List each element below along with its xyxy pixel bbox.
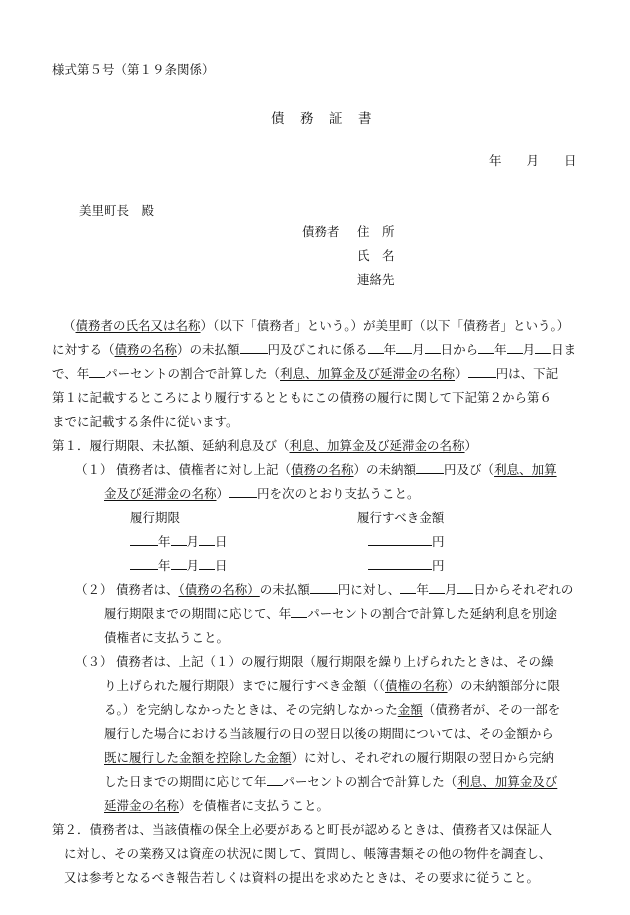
debtor-name-placeholder: 債務者の氏名又は名称 (75, 318, 201, 333)
blank-field[interactable] (416, 461, 444, 474)
item-3-line-4: 履行した場合における当該履行の日の翌日以後の期間については、その金額から (104, 726, 554, 741)
text: 円は、下記 (495, 366, 559, 381)
interest-name-placeholder: 利息、加算金及び (457, 774, 558, 789)
addressee: 美里町長 殿 (79, 203, 155, 218)
blank-field[interactable] (267, 773, 283, 786)
blank-field[interactable] (468, 365, 496, 378)
blank-field[interactable] (291, 605, 307, 618)
text: の未払額 (259, 582, 310, 597)
claim-name-placeholder: 債権の名称 (385, 678, 448, 693)
blank-field[interactable] (507, 341, 523, 354)
item-1-line-1 (116, 460, 557, 478)
item-3-line-7 (104, 796, 329, 814)
text: 債務者は、 (116, 582, 179, 597)
blank-field[interactable] (171, 533, 187, 546)
date-line: 年 月 日 (489, 153, 577, 168)
text: ）の未払額 (177, 342, 240, 357)
text: ） (464, 438, 478, 453)
intro-line-4: 第１に記載するところにより履行するとともにこの債務の履行に関して下記第２から第６ (52, 390, 553, 405)
text: 円に対し、 (337, 582, 401, 597)
interest-name-placeholder: 利息、加算金及び延滞金の名称 (289, 438, 465, 453)
text: パーセントの割合で計算した延納利息を別途 (307, 606, 558, 621)
section-2-line-1: 第２．債務者は、当該債権の保全上必要があると町長が認めるときは、債務者又は保証人 (52, 822, 553, 837)
column-header-deadline: 履行期限 (130, 510, 181, 525)
item-number: （２） (75, 582, 113, 597)
text: ）を債権者に支払うこと。 (179, 798, 330, 813)
item-1-line-2 (104, 484, 420, 502)
text: 年 (494, 342, 507, 357)
text: ） (455, 366, 468, 381)
item-2-line-2 (104, 604, 557, 622)
text: ）の未納額 (353, 462, 417, 477)
text: 日 (215, 534, 228, 549)
interest-name-placeholder: 金及び延滞金の名称 (104, 486, 217, 501)
debt-name-placeholder: 債務の名称 (114, 342, 178, 357)
blank-field[interactable] (400, 581, 416, 594)
text: 年 (383, 342, 397, 357)
interest-name-placeholder: 利息、加算 (494, 462, 557, 477)
text: （ (63, 318, 76, 333)
text: 年 (416, 582, 429, 597)
amount-placeholder: 既に履行した金額を控除した金額 (104, 750, 292, 765)
section-1-heading (52, 436, 477, 454)
blank-field[interactable] (199, 533, 215, 546)
intro-line-5: までに記載する条件に従います。 (52, 414, 239, 429)
blank-field[interactable] (229, 485, 257, 498)
blank-field[interactable] (396, 341, 412, 354)
blank-field[interactable] (310, 581, 338, 594)
text: パーセントの割合で計算した（ (105, 366, 281, 381)
item-3-line-6 (104, 772, 557, 790)
debtor-label: 債務者 (302, 224, 340, 239)
amount-placeholder: 金額 (397, 702, 423, 717)
section-2-line-3: 又は参考となるべき報告若しくは資料の提出を求めたときは、その要求に従うこと。 (64, 870, 540, 885)
schedule-row-deadline (130, 532, 228, 550)
intro-line-2 (52, 340, 576, 358)
blank-field[interactable] (457, 581, 473, 594)
text: ）（以下「債務者」という。）が美里町（以下「債務者」という。） (200, 318, 570, 333)
interest-name-placeholder: 延滞金の名称 (104, 798, 180, 813)
text: 履行期限までの期間に応じて、年 (104, 606, 292, 621)
text: 日からそれぞれの (473, 582, 574, 597)
blank-field[interactable] (425, 341, 441, 354)
text: （債務者が、その一部を (422, 702, 561, 717)
schedule-row-amount (368, 532, 445, 550)
item-number: （３） (75, 654, 113, 669)
blank-field[interactable] (368, 341, 384, 354)
blank-field[interactable] (130, 533, 158, 546)
text: ） (216, 486, 230, 501)
text: 日 (215, 558, 228, 573)
text: 円 (432, 558, 445, 573)
text: で、年 (52, 366, 90, 381)
item-number: （１） (75, 462, 113, 477)
text: に対する（ (52, 342, 115, 357)
text: 月 (186, 558, 200, 573)
form-number: 様式第５号（第１９条関係） (52, 62, 215, 77)
text: 円及び（ (444, 462, 495, 477)
item-3-line-1: 債務者は、上記（１）の履行期限（履行期限を繰り上げられたときは、その繰 (116, 654, 554, 669)
schedule-row-amount (368, 556, 445, 574)
item-2-line-1 (116, 580, 573, 598)
text: 円を次のとおり支払うこと。 (257, 486, 420, 501)
text: 年 (158, 558, 171, 573)
text: ）の未納額部分に限 (447, 678, 561, 693)
debtor-contact-label: 連絡先 (357, 272, 395, 287)
text: り上げられた履行期限）までに履行すべき金額（（ (104, 678, 386, 693)
blank-field[interactable] (478, 341, 494, 354)
text: る。）を完納しなかったときは、その完納しなかった (104, 702, 398, 717)
interest-name-placeholder: 利息、加算金及び延滞金の名称 (280, 366, 456, 381)
intro-line-1 (63, 316, 569, 334)
item-3-line-5 (104, 748, 554, 766)
text: 円及びこれに係る (267, 342, 368, 357)
document-title: 債 務 証 書 (271, 111, 373, 127)
text: 日ま (551, 342, 577, 357)
text: 月 (522, 342, 536, 357)
text: 年 (158, 534, 171, 549)
text: パーセントの割合で計算した（ (282, 774, 458, 789)
intro-line-3 (52, 364, 558, 382)
blank-field[interactable] (171, 557, 187, 570)
blank-field[interactable] (429, 581, 445, 594)
blank-field[interactable] (368, 533, 432, 546)
text: 月 (186, 534, 200, 549)
blank-field[interactable] (89, 365, 105, 378)
text: 月 (444, 582, 458, 597)
blank-field[interactable] (130, 557, 158, 570)
blank-field[interactable] (199, 557, 215, 570)
text: した日までの期間に応じて年 (104, 774, 267, 789)
blank-field[interactable] (240, 341, 268, 354)
blank-field[interactable] (368, 557, 432, 570)
text: 月 (412, 342, 425, 357)
debtor-address-label: 住 所 (357, 224, 395, 239)
debt-name-placeholder: （債務の名称） (178, 582, 260, 597)
schedule-row-deadline (130, 556, 228, 574)
debtor-name-label: 氏 名 (357, 248, 395, 263)
text: 日から (440, 342, 479, 357)
item-3-line-2 (104, 676, 560, 694)
text: ）に対し、それぞれの履行期限の翌日から完納 (291, 750, 555, 765)
item-3-line-3 (104, 700, 560, 718)
section-2-line-2: に対し、その業務又は資産の状況に関して、質問し、帳簿書類その他の物件を調査し、 (64, 846, 552, 861)
text: 第１．履行期限、未払額、延納利息及び（ (52, 438, 290, 453)
text: 円 (432, 534, 445, 549)
debt-name-placeholder: 債務の名称 (291, 462, 354, 477)
column-header-amount: 履行すべき金額 (357, 510, 445, 525)
blank-field[interactable] (535, 341, 551, 354)
item-2-line-3: 債権者に支払うこと。 (104, 630, 230, 645)
text: 債務者は、債権者に対し上記（ (116, 462, 292, 477)
